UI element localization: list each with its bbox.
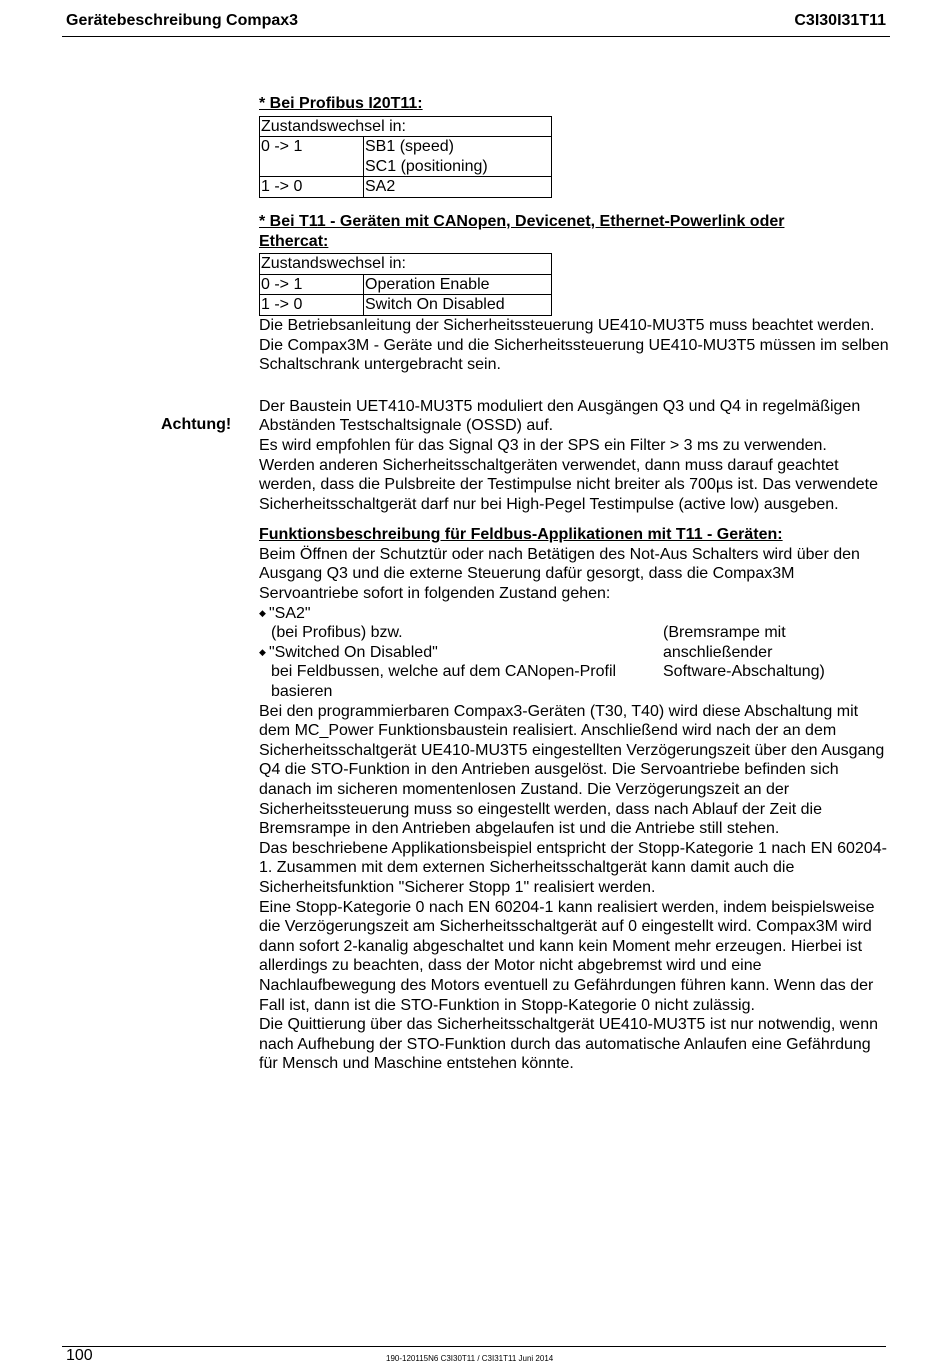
diamond-bullet-icon: ◆ (259, 607, 266, 618)
table-cell: 0 -> 1 (260, 137, 364, 177)
main-content (259, 94, 889, 1074)
header-code: C3I30I31T11 (794, 12, 886, 29)
list-item (259, 643, 663, 663)
list-item (259, 604, 663, 624)
bullet-subtext: bei Feldbussen, welche auf dem CANopen-Profil basieren (271, 663, 617, 701)
t11-note1: Die Betriebsanleitung der Sicherheitssteuerung UE410-MU3T5 muss beachtet werden. (259, 316, 875, 334)
diamond-bullet-icon: ◆ (259, 646, 266, 657)
state-list-items (259, 604, 663, 702)
table-header: Zustandswechsel in: (260, 254, 552, 275)
table-cell: 1 -> 0 (260, 177, 364, 198)
t11-note2: Die Compax3M - Geräte und die Sicherheitssteuerung UE410-MU3T5 müssen im selben Schaltschrank untergebracht sein. (259, 336, 889, 374)
profibus-title: * Bei Profibus I20T11: (259, 95, 423, 112)
table-row (260, 274, 552, 295)
table-row (260, 295, 552, 316)
funktion-para3: Eine Stopp-Kategorie 0 nach EN 60204-1 kann realisiert werden, indem beispielsweise die Verzögerungszeit am Sicherheitsschaltgerät auf 0 eingestellt wird. Compax3M wird dann sofort 2-kanalig abgeschaltet und kann kein Moment mehr erzeugen. Hierbei ist allerdings zu beachten, dass der Motor nicht abgebremst wird und eine Nachlaufbewegung des Motors eventuell zu Gefährdungen führen kann. Wenn das der Fall ist, dann ist die STO-Funktion in Stopp-Kategorie 0 nicht zulässig. (259, 898, 875, 1014)
funktion-para2: Das beschriebene Applikationsbeispiel entspricht der Stopp-Kategorie 1 nach EN 60204-1. Zusammen mit dem externen Sicherheitsschaltgerät kann damit auch die Sicherheitsfunktion "Sicherer Stopp 1" realisiert werden. (259, 839, 887, 896)
page-number: 100 (66, 1347, 93, 1364)
t11-state-table (259, 253, 552, 316)
bullet-text: "Switched On Disabled" (269, 643, 438, 661)
funktion-intro: Beim Öffnen der Schutztür oder nach Betätigen des Not-Aus Schalters wird über den Ausgang Q3 und die externe Steuerung dafür gesorgt, dass die Compax3M Servoantriebe sofort in folgenden Zustand gehen: (259, 545, 860, 603)
footer-divider (62, 1346, 886, 1347)
side-note: (Bremsrampe mit anschließender Software-Abschaltung) (663, 624, 825, 681)
profibus-state-table (259, 116, 552, 198)
achtung-text3: Werden anderen Sicherheitsschaltgeräten verwendet, dann muss darauf geachtet werden, dass die Pulsbreite der Testimpulse nicht breiter als 700µs ist. Das verwendete Sicherheitsschaltgerät darf nur bei High-Pegel Testimpulse (active low) ausgeben. (259, 456, 879, 513)
t11-title-line1: * Bei T11 - Geräten mit CANopen, Devicenet, Ethernet-Powerlink oder (259, 212, 785, 230)
achtung-text: Der Baustein UET410-MU3T5 moduliert den Ausgängen Q3 und Q4 in regelmäßigen Abständen Testschaltsignale (OSSD) auf. (259, 397, 861, 435)
table-cell: Operation Enable (364, 274, 552, 295)
document-reference: 190-120115N6 C3I30T11 / C3I31T11 Juni 2014 (386, 1354, 554, 1363)
table-row (260, 137, 552, 177)
page-header (62, 10, 890, 37)
table-cell: 1 -> 0 (260, 295, 364, 316)
cell-line: SC1 (positioning) (365, 157, 488, 175)
funktion-para1: Bei den programmierbaren Compax3-Geräten (T30, T40) wird diese Abschaltung mit dem MC_Power Funktionsbaustein realisiert. Anschließend wird nach der an dem Sicherheitsschaltgerät UE410-MU3T5 eingestellten Verzögerungszeit über den Ausgang Q4 die STO-Funktion in den Antrieben ausgelöst. Die Servoantriebe befinden sich danach im sicheren momentenlosen Zustand. Die Verzögerungszeit an der Sicherheitssteuerung muss so eingestellt werden, dass nach Ablauf der Zeit die Bremsrampe in den Antrieben abgelaufen ist und die Antriebe still stehen. (259, 702, 885, 838)
bullet-text: "SA2" (269, 604, 311, 622)
t11-title-line2: Ethercat: (259, 232, 329, 250)
table-cell: Switch On Disabled (364, 295, 552, 316)
bullet-subtext: (bei Profibus) bzw. (271, 624, 403, 642)
state-list (259, 604, 889, 702)
funktion-title: Funktionsbeschreibung für Feldbus-Applikationen mit T11 - Geräten: (259, 526, 783, 544)
achtung-text2: Es wird empfohlen für das Signal Q3 in der SPS ein Filter > 3 ms zu verwenden. (259, 436, 827, 454)
table-cell: 0 -> 1 (260, 274, 364, 295)
cell-line: SB1 (speed) (365, 138, 454, 156)
table-row (260, 177, 552, 198)
table-cell: SA2 (364, 177, 552, 198)
funktion-para4: Die Quittierung über das Sicherheitsschaltgerät UE410-MU3T5 ist nur notwendig, wenn nach Aufhebung der STO-Funktion durch das automatische Anlaufen eine Gefährdung für Mensch und Maschine entstehen könnte. (259, 1016, 878, 1073)
table-header: Zustandswechsel in: (260, 116, 552, 137)
header-title: Gerätebeschreibung Compax3 (66, 12, 299, 29)
table-cell (364, 137, 552, 177)
achtung-label: Achtung! (161, 416, 232, 433)
